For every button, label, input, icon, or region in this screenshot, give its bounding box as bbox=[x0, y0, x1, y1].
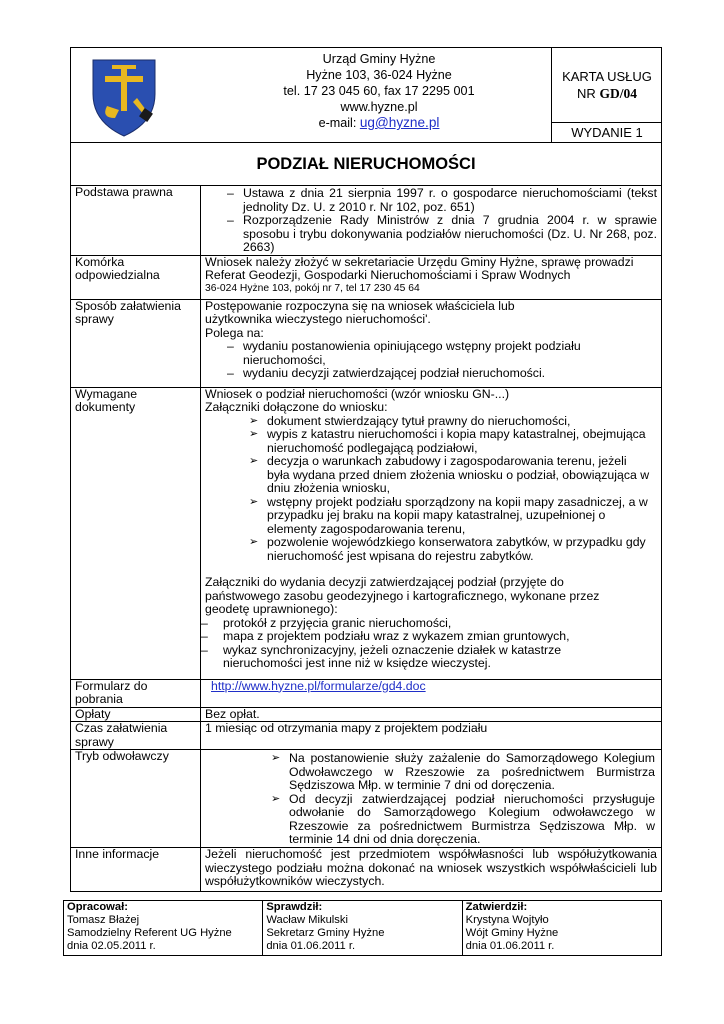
fees-label: Opłaty bbox=[71, 707, 201, 722]
attachments-list bbox=[205, 415, 657, 564]
office-name: Urząd Gminy Hyżne bbox=[322, 52, 436, 66]
fees-value: Bez opłat. bbox=[201, 707, 662, 722]
row-other bbox=[71, 848, 662, 892]
office-email-line bbox=[207, 115, 551, 131]
arrow-bullet-icon: ➢ bbox=[271, 752, 281, 764]
arrow-bullet-icon: ➢ bbox=[249, 455, 259, 467]
list-item: ➢ wstępny projekt podziału sporządzony na kopii mapy zasadniczej, a w przypadku jej braku na kopii mapy katastralnej, uzupełnionej o elementy zagospodarowania terenu, bbox=[249, 494, 648, 536]
row-appeal bbox=[71, 750, 662, 848]
row-form bbox=[71, 679, 662, 707]
list-item: ➢ Na postanowienie służy zażalenie do Samorządowego Kolegium Odwoławczego w Rzeszowie za pośrednictwem Burmistrza Sędziszowa Młp. w terminie 7 dni od doręczenia. bbox=[271, 751, 655, 792]
card-number-line bbox=[577, 85, 637, 102]
list-item: ➢ pozwolenie wojewódzkiego konserwatora zabytków, w przypadku gdy nieruchomość jest wpisana do rejestru zabytków. bbox=[249, 535, 646, 563]
approval-table bbox=[63, 900, 662, 956]
decision-intro: Załączniki do wydania decyzji zatwierdzającej podział (przyjęte do państwowego zasobu geodezyjnego i kartograficznego, wykonane przez geodetę uprawnionego): bbox=[205, 575, 600, 616]
list-item: ➢ wypis z katastru nieruchomości i kopia mapy katastralnej, obejmująca nieruchomość podlegającą podziałowi, bbox=[249, 427, 646, 455]
method-label: Sposób załatwienia sprawy bbox=[71, 299, 201, 387]
prepared-heading: Opracował: bbox=[67, 901, 128, 913]
unit-label: Komórka odpowiedzialna bbox=[71, 255, 201, 299]
list-item: – Rozporządzenie Rady Ministrów z dnia 7 grudnia 2004 r. w sprawie sposobu i trybu dokonywania podziałów nieruchomości (Dz. U. Nr 268, poz. 2663) bbox=[227, 213, 657, 254]
row-method bbox=[71, 299, 662, 387]
prepared-name: Tomasz Błażej bbox=[67, 914, 140, 926]
decision-list bbox=[201, 617, 657, 671]
card-number: GD/04 bbox=[599, 86, 637, 101]
method-intro: Postępowanie rozpoczyna się na wniosek właściciela lub użytkownika wieczystego nieruchomości'. bbox=[205, 298, 515, 326]
row-time bbox=[71, 722, 662, 750]
row-fees bbox=[71, 707, 662, 722]
row-unit bbox=[71, 255, 662, 299]
list-item: ➢ dokument stwierdzający tytuł prawny do nieruchomości, bbox=[249, 413, 571, 428]
documents-label: Wymagane dokumenty bbox=[71, 387, 201, 679]
page-title: PODZIAŁ NIERUCHOMOŚCI bbox=[70, 143, 662, 185]
time-label: Czas załatwienia sprawy bbox=[71, 722, 201, 750]
approved-cell bbox=[462, 901, 661, 956]
appeal-value bbox=[201, 750, 662, 848]
list-item: – wydaniu postanowienia opiniującego wstępny projekt podziału nieruchomości, bbox=[227, 339, 581, 367]
documents-value: Wniosek o podział nieruchomości (wzór wniosku GN-...) Załączniki dołączone do wniosku: ➢ dokument stwierdzający tytuł prawny do nieruchomości, ➢ wypis z katastru nieruchomości i kopia mapy katastralnej, obejmująca nieruchomość podlegającą podziałowi, ➢ decyzja o warunkach zabudowy i zagospodarowania terenu, jeżeli była wydana przed dniem złożenia wniosku o podział, obowiązująca w dniu złożenia wniosku, ➢ wstępny projekt podziału sporządzony na kopii mapy zasadniczej, a w przypadku jej braku na kopii mapy katastralnej, uzupełnionej o elementy zagospodarowania terenu, ➢ pozwolenie wojewódzkiego konserwatora zabytków, w przypadku gdy nieruchomość jest wpisana do rejestru zabytków. Załączniki do wydania decyzji zatwierdzającej podział (przyjęte do państwowego zasobu geodezyjnego i kartograficznego, wykonane przez geodetę uprawnionego): – protokół z przyjęcia granic nieruchomości, – mapa z projektem podziału wraz z wykazem zmian gruntowych, – wykaz synchronizacyjny, jeżeli oznaczenie działek w katastrze nieruchomości jest inne niż w księdze wieczystej. bbox=[201, 387, 662, 679]
arrow-bullet-icon: ➢ bbox=[249, 414, 259, 427]
card-id bbox=[552, 48, 662, 122]
arrow-bullet-icon: ➢ bbox=[249, 428, 259, 440]
arrow-bullet-icon: ➢ bbox=[271, 792, 281, 805]
office-address bbox=[207, 51, 551, 141]
list-item: ➢ decyzja o warunkach zabudowy i zagospodarowania terenu, jeżeli była wydana przed dniem złożenia wniosku o podział, obowiązująca w dniu złożenia wniosku, bbox=[249, 454, 650, 495]
other-value: Jeżeli nieruchomość jest przedmiotem współwłasności lub współużytkowania wieczystego podziału można dokonać na wniosek wszystkich współwłaścicieli lub współużytkowników wieczystych. bbox=[201, 848, 662, 892]
arrow-bullet-icon: ➢ bbox=[249, 536, 259, 548]
list-item: – wykaz synchronizacyjny, jeżeli oznaczenie działek w katastrze nieruchomości jest inne niż w księdze wieczystej. bbox=[201, 642, 562, 670]
office-website: www.hyzne.pl bbox=[340, 100, 418, 114]
form-download-link[interactable]: http://www.hyzne.pl/formularze/gd4.doc bbox=[211, 678, 426, 693]
list-item: – wydaniu decyzji zatwierdzającej podział nieruchomości. bbox=[227, 366, 546, 380]
row-legal-basis bbox=[71, 186, 662, 256]
method-consists: Polega na: bbox=[205, 325, 264, 340]
time-value: 1 miesiąc od otrzymania mapy z projektem podziału bbox=[201, 722, 662, 750]
office-phone: tel. 17 23 045 60, fax 17 2295 001 bbox=[283, 84, 475, 98]
office-street: Hyżne 103, 36-024 Hyżne bbox=[306, 68, 452, 82]
coat-of-arms-logo bbox=[71, 48, 193, 142]
other-label: Inne informacje bbox=[71, 848, 201, 892]
prepared-role: Samodzielny Referent UG Hyżne bbox=[67, 927, 232, 939]
email-link[interactable]: ug@hyzne.pl bbox=[359, 115, 440, 130]
list-item: ➢ Od decyzji zatwierdzającej podział nieruchomości przysługuje odwołanie do Samorządowego Kolegium odwoławczego w Rzeszowie za pośrednictwem Burmistrza Sędziszowa Młp. w terminie 14 dni od dnia doręczenia. bbox=[271, 791, 655, 846]
prepared-cell bbox=[64, 901, 263, 956]
method-value bbox=[201, 299, 662, 387]
arrow-bullet-icon: ➢ bbox=[249, 495, 259, 508]
header-box bbox=[70, 47, 662, 143]
edition-label: WYDANIE 1 bbox=[571, 125, 643, 140]
prepared-date: dnia 02.05.2011 r. bbox=[67, 940, 156, 952]
approved-name: Krystyna Wojtyło bbox=[465, 914, 549, 926]
approved-date: dnia 01.06.2011 r. bbox=[465, 940, 555, 952]
approved-role: Wójt Gminy Hyżne bbox=[465, 927, 559, 939]
list-item: – protokół z przyjęcia granic nieruchomości, bbox=[201, 615, 452, 630]
card-label: KARTA USŁUG bbox=[562, 69, 652, 84]
email-label: e-mail: bbox=[318, 116, 357, 130]
form-label: Formularz do pobrania bbox=[71, 679, 201, 707]
checked-cell bbox=[263, 901, 462, 956]
card-prefix: NR bbox=[577, 86, 596, 101]
list-item: – Ustawa z dnia 21 sierpnia 1997 r. o gospodarce nieruchomościami (tekst jednolity Dz. U. z 2010 r. Nr 102, poz. 651) bbox=[227, 186, 657, 214]
appeal-label: Tryb odwoławczy bbox=[71, 750, 201, 848]
unit-value: Wniosek należy złożyć w sekretariacie Urzędu Gminy Hyżne, sprawę prowadzi Referat Geodezji, Gospodarki Nieruchomościami i Spraw Wodnych 36-024 Hyżne 103, pokój nr 7, tel 17 230 45 64 bbox=[201, 255, 662, 299]
legal-basis-label: Podstawa prawna bbox=[71, 186, 201, 256]
row-documents bbox=[71, 387, 662, 679]
service-details-table bbox=[70, 185, 662, 892]
checked-role: Sekretarz Gminy Hyżne bbox=[266, 927, 385, 939]
checked-date: dnia 01.06.2011 r. bbox=[266, 940, 356, 952]
form-value bbox=[201, 679, 662, 707]
checked-heading: Sprawdził: bbox=[266, 901, 323, 913]
legal-basis-value bbox=[201, 186, 662, 256]
checked-name: Wacław Mikulski bbox=[266, 914, 348, 926]
list-item: – mapa z projektem podziału wraz z wykazem zmian gruntowych, bbox=[201, 629, 570, 643]
approved-heading: Zatwierdził: bbox=[465, 901, 528, 913]
